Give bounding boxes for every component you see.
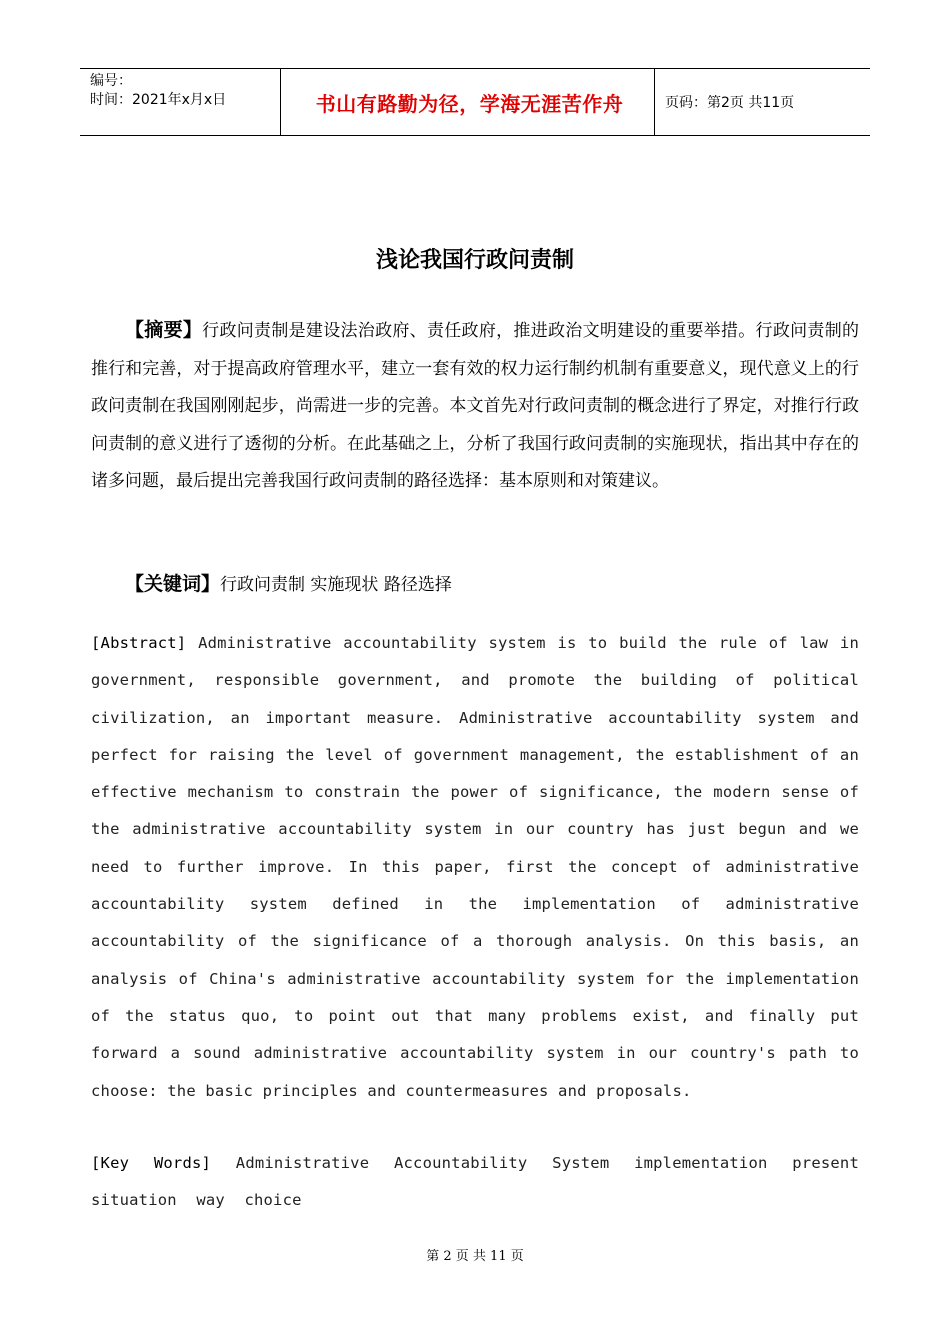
time-label: 时间：2021年x月x日 xyxy=(90,92,227,108)
english-abstract xyxy=(91,625,859,1110)
english-keywords-text: Administrative Accountability System implementation present situation way choice xyxy=(91,1154,859,1210)
english-keywords-label: [Key Words] xyxy=(91,1154,212,1172)
english-keywords xyxy=(91,1145,859,1220)
header-meta xyxy=(90,72,226,110)
chinese-keywords-text: 行政问责制 实施现状 路径选择 xyxy=(220,575,452,595)
chinese-abstract xyxy=(91,312,859,501)
number-label: 编号： xyxy=(90,73,132,89)
header-divider xyxy=(280,69,281,135)
chinese-abstract-label: 【摘要】 xyxy=(125,319,203,341)
english-abstract-text: Administrative accountability system is to build the rule of law in government, responsible government, and promote the building of political civilization, an important measure. Administrative accountability system and perfect for raising the level of government management, the establishment of an effective mechanism to constrain the power of significance, the modern sense of the administrative accountability system in our country has just begun and we need to further improve. In this paper, first the concept of administrative accountability system defined in the implementation of administrative accountability of the significance of a thorough analysis. On this basis, an analysis of China's administrative accountability system for the implementation of the status quo, to point out that many problems exist, and finally put forward a sound administrative accountability system in our country's path to choose: the basic principles and countermeasures and proposals. xyxy=(91,634,859,1100)
chinese-keywords xyxy=(91,566,859,605)
chinese-keywords-label: 【关键词】 xyxy=(125,573,221,595)
page-footer: 第 2 页 共 11 页 xyxy=(426,1249,524,1264)
document-header xyxy=(80,68,870,136)
chinese-abstract-text: 行政问责制是建设法治政府、责任政府，推进政治文明建设的重要举措。行政问责制的推行和完善，对于提高政府管理水平，建立一套有效的权力运行制约机制有重要意义，现代意义上的行政问责制在我国刚刚起步，尚需进一步的完善。本文首先对行政问责制的概念进行了界定，对推行行政问责制的意义进行了透彻的分析。在此基础之上，分析了我国行政问责制的实施现状，指出其中存在的诸多问题，最后提出完善我国行政问责制的路径选择：基本原则和对策建议。 xyxy=(91,321,859,491)
header-motto: 书山有路勤为径，学海无涯苦作舟 xyxy=(315,91,624,116)
page-title: 浅论我国行政问责制 xyxy=(375,248,574,273)
header-page-info: 页码：第2页 共11页 xyxy=(665,95,795,111)
english-abstract-label: [Abstract] xyxy=(91,634,187,652)
header-divider xyxy=(654,69,655,135)
